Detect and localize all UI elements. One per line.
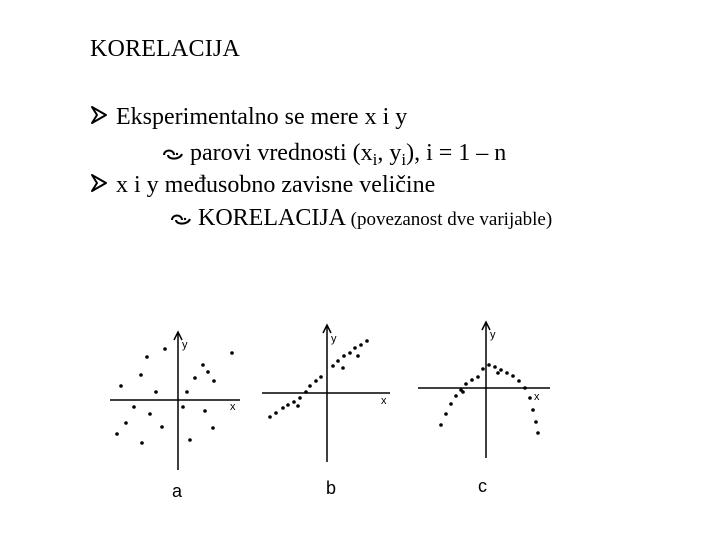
bullet-2-text-c: ), i = 1 – n	[406, 140, 507, 166]
graph-a-label: a	[172, 481, 183, 501]
bullet-1-text: Eksperimentalno se mere x i y	[116, 104, 408, 130]
bullet-4-note: (povezanost dve varijable)	[350, 209, 553, 230]
graph-a	[110, 332, 240, 501]
graph-b-x-label: x	[381, 395, 387, 407]
subscript-i-1: i	[372, 150, 378, 169]
graph-a-points	[115, 347, 234, 445]
graph-b-points	[268, 339, 369, 419]
bullet-4-text: KORELACIJA	[198, 205, 345, 231]
bullet-3-text: x i y međusobno zavisne veličine	[116, 172, 436, 198]
graph-c-y-label: y	[490, 329, 496, 341]
subscript-i-2: i	[401, 150, 407, 169]
slide-title: KORELACIJA	[90, 36, 240, 62]
bullet-2-text-b: , y	[377, 140, 402, 166]
graph-a-x-label: x	[230, 401, 236, 413]
graph-c-points	[439, 363, 540, 435]
graph-b-y-label: y	[331, 333, 337, 345]
graph-b	[262, 325, 390, 498]
graph-a-y-label: y	[182, 339, 188, 351]
graph-b-label: b	[326, 478, 337, 498]
bullet-2-text-a: parovi vrednosti (x	[190, 140, 373, 166]
graph-c	[418, 322, 550, 496]
graph-c-x-label: x	[534, 391, 540, 403]
graph-c-label: c	[478, 476, 487, 496]
